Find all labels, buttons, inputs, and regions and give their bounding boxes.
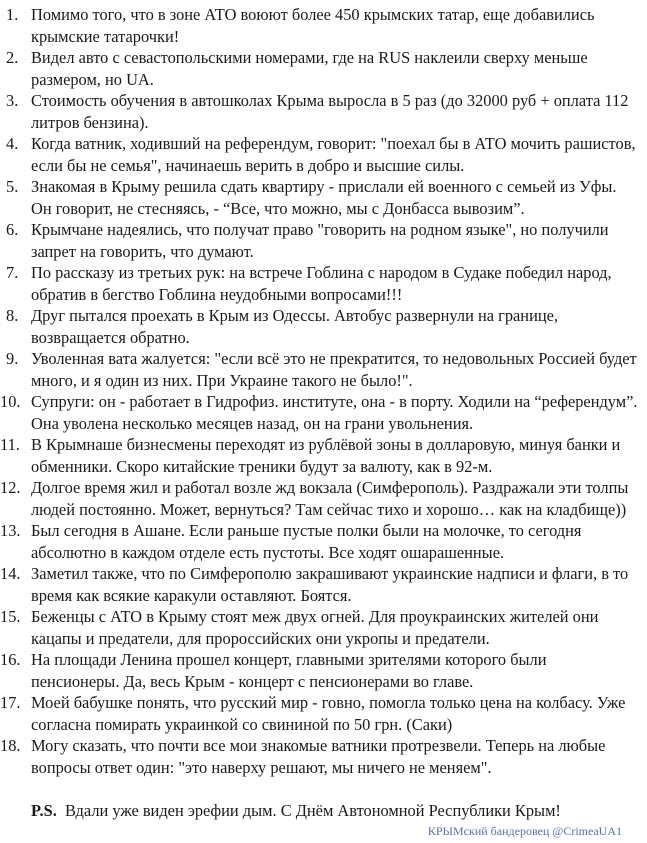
- list-item-number: 6.: [6, 220, 19, 239]
- list-item-number: 1.: [6, 5, 19, 24]
- list-item-number: 8.: [6, 306, 19, 325]
- list-item-text: Уволенная вата жалуется: "если всё это не прекратится, то недовольных Россией будет много, и я один из них. При Украине такого не было!".: [31, 349, 637, 390]
- list-item-number: 9.: [6, 349, 19, 368]
- list-item-number: 15.: [0, 607, 21, 626]
- list-item: [0, 735, 647, 778]
- list-item: [0, 649, 647, 692]
- list-item: [0, 520, 647, 563]
- postscript: [31, 800, 561, 822]
- list-item-text: Видел авто с севастопольскими номерами, где на RUS наклеили сверху меньше размером, но UA.: [31, 48, 588, 89]
- list-item-number: 7.: [6, 263, 19, 282]
- list-item-text: Долгое время жил и работал возле жд вокзала (Симферополь). Раздражали эти толпы людей постоянно. Может, вернуться? Там сейчас тихо и хорошо… как на кладбище)): [31, 478, 629, 519]
- list-item-number: 12.: [0, 478, 21, 497]
- list-item: [0, 47, 647, 90]
- list-item: [0, 434, 647, 477]
- list-item: [0, 563, 647, 606]
- list-item-text: Стоимость обучения в автошколах Крыма выросла в 5 раз (до 32000 руб + оплата 112 литров бензина).: [31, 91, 629, 132]
- list-item-text: Помимо того, что в зоне АТО воюют более 450 крымских татар, еще добавились крымские татарочки!: [31, 5, 595, 46]
- list-item-number: 11.: [0, 435, 20, 454]
- list-item-number: 10.: [0, 392, 21, 411]
- list-item: [0, 606, 647, 649]
- list-item: [0, 176, 647, 219]
- list-item-text: В Крымнаше бизнесмены переходят из рублёвой зоны в долларовую, минуя банки и обменники. Скоро китайские треники будут за валюту, как в 92-м.: [31, 435, 621, 476]
- list-item-text: Беженцы с АТО в Крыму стоят меж двух огней. Для проукраинских жителей они кацапы и предатели, для пророссийских они укропы и предатели.: [31, 607, 599, 648]
- list-item-number: 2.: [6, 48, 19, 67]
- list-item: [0, 477, 647, 520]
- list-item-number: 13.: [0, 521, 21, 540]
- list-item-number: 16.: [0, 650, 21, 669]
- list-item: [0, 219, 647, 262]
- list-item: [0, 348, 647, 391]
- postscript-text: Вдали уже виден эрефии дым. С Днём Автономной Республики Крым!: [65, 801, 561, 820]
- list-item-number: 18.: [0, 736, 21, 755]
- list-item-text: Был сегодня в Ашане. Если раньше пустые полки были на молочке, то сегодня абсолютно в каждом отделе есть пустоты. Все ходят ошарашенные.: [31, 521, 582, 562]
- list-item-text: Моей бабушке понять, что русский мир - говно, помогла только цена на колбасу. Уже согласна помирать украинкой со свининой по 50 грн. (Саки): [31, 693, 626, 734]
- list-item-number: 14.: [0, 564, 21, 583]
- list-item-number: 5.: [6, 177, 19, 196]
- list-item-text: Крымчане надеялись, что получат право "говорить на родном языке", но получили запрет на говорить, что думают.: [31, 220, 609, 261]
- list-item-text: Заметил также, что по Симферополю закрашивают украинские надписи и флаги, в то время как всякие каракули оставляют. Боятся.: [31, 564, 629, 605]
- list-item-text: На площади Ленина прошел концерт, главными зрителями которого были пенсионеры. Да, весь Крым - концерт с пенсионерами во главе.: [31, 650, 547, 691]
- numbered-list: [0, 4, 647, 778]
- list-item-text: По рассказу из третьих рук: на встрече Гоблина с народом в Судаке победил народ, обратив в бегство Гоблина неудобными вопросами!!!: [31, 263, 612, 304]
- list-item-number: 3.: [6, 91, 19, 110]
- list-item: [0, 692, 647, 735]
- list-item-text: Могу сказать, что почти все мои знакомые ватники протрезвели. Теперь на любые вопросы ответ один: "это наверху решают, мы ничего не меняем".: [31, 736, 606, 777]
- list-item-text: Друг пытался проехать в Крым из Одессы. Автобус развернули на границе, возвращается обратно.: [31, 306, 558, 347]
- list-item-text: Супруги: он - работает в Гидрофиз. институте, она - в порту. Ходили на “референдум”. Она уволена несколько месяцев назад, он на грани увольнения.: [31, 392, 638, 433]
- list-item-text: Знакомая в Крыму решила сдать квартиру - прислали ей военного с семьей из Уфы. Он говорит, не стесняясь, - “Все, что можно, мы с Донбасса вывозим”.: [31, 177, 617, 218]
- list-item: [0, 90, 647, 133]
- list-item: [0, 4, 647, 47]
- postscript-label: P.S.: [31, 801, 57, 820]
- list-item: [0, 391, 647, 434]
- list-item: [0, 262, 647, 305]
- list-item: [0, 133, 647, 176]
- list-item: [0, 305, 647, 348]
- author-signature: КРЫМский бандеровец @CrimeaUA1: [427, 824, 622, 838]
- list-item-number: 17.: [0, 693, 21, 712]
- list-item-number: 4.: [6, 134, 19, 153]
- list-item-text: Когда ватник, ходивший на референдум, говорит: "поехал бы в АТО мочить рашистов, если бы не семья", начинаешь верить в добро и высшие силы.: [31, 134, 636, 175]
